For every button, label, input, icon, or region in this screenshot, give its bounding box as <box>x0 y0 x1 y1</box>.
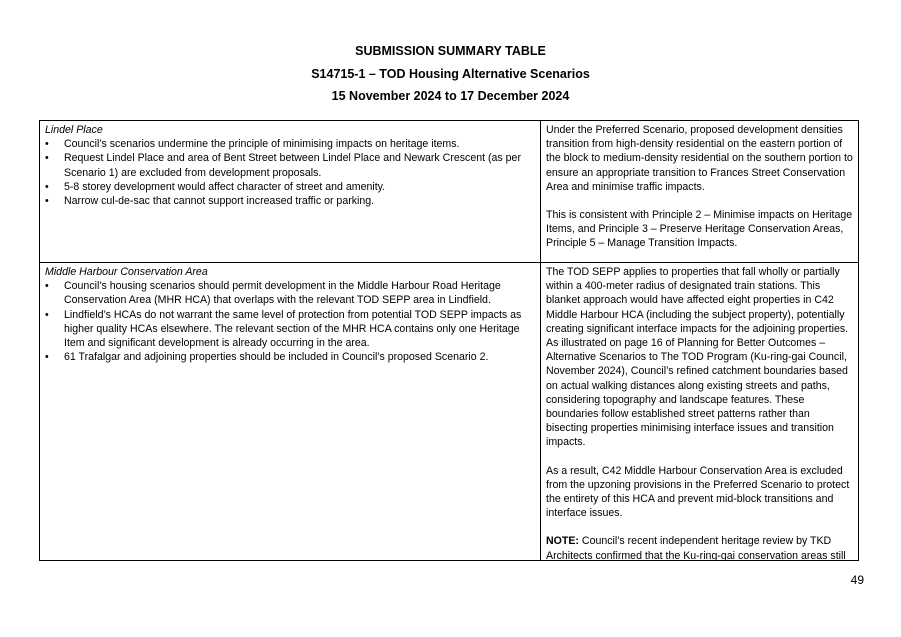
note-label: NOTE: <box>546 535 579 548</box>
submission-points <box>45 137 535 208</box>
response-cell <box>541 263 859 561</box>
note-text: Council’s recent independent heritage review by TKD Architects confirmed that the Ku-ring-gai conservation areas still <box>546 535 846 560</box>
list-item: • Council’s housing scenarios should permit development in the Middle Harbour Road Heritage Conservation Area (MHR HCA) that overlaps with the relevant TOD SEPP area in Lindfield. <box>45 279 535 307</box>
response-paragraph: As a result, C42 Middle Harbour Conservation Area is excluded from the upzoning provisions in the Preferred Scenario to protect the entirety of this HCA and prevent mid-block transitions and interface issues. <box>546 464 850 520</box>
document-title: SUBMISSION SUMMARY TABLE <box>355 44 546 58</box>
submission-points <box>45 279 535 364</box>
response-paragraph: This is consistent with Principle 2 – Minimise impacts on Heritage Items, and Principle 3 – Preserve Heritage Conservation Areas, Principle 5 – Manage Transition Impacts. <box>546 209 853 250</box>
submission-summary-table <box>39 120 859 561</box>
date-range: 15 November 2024 to 17 December 2024 <box>331 89 570 103</box>
section-title: Middle Harbour Conservation Area <box>45 266 208 278</box>
response-cell <box>541 121 859 263</box>
document-subtitle: S14715-1 – TOD Housing Alternative Scenarios <box>311 67 590 81</box>
response-content <box>546 265 853 560</box>
list-item: • Council’s scenarios undermine the principle of minimising impacts on heritage items. <box>45 137 535 151</box>
submission-cell <box>40 121 541 263</box>
table-row <box>40 121 859 263</box>
section-title: Lindel Place <box>45 124 103 136</box>
list-item: • Lindfield’s HCAs do not warrant the same level of protection from potential TOD SEPP impacts as higher quality HCAs elsewhere. The relevant section of the MHR HCA contains only one Heritage Item and significant development is already occurring in the area. <box>45 308 535 351</box>
page-number: 49 <box>850 573 864 587</box>
list-item: • 61 Trafalgar and adjoining properties should be included in Council’s proposed Scenario 2. <box>45 350 535 364</box>
submission-cell <box>40 263 541 561</box>
response-paragraph: Under the Preferred Scenario, proposed development densities transition from high-density residential on the eastern portion of the block to medium-density residential on the southern portion to ensure an appropriate transition to Frances Street Conservation Area and minimise traffic impacts. <box>546 124 853 193</box>
note-paragraph <box>546 534 853 560</box>
response-paragraph: The TOD SEPP applies to properties that fall wholly or partially within a 400-meter radius of designated train stations. This blanket approach would have affected eight properties in C42 Middle Harbour HCA (including the subject property), potentially creating significant interface impacts for the adjoining properties. As illustrated on page 16 of Planning for Better Outcomes – Alternative Scenarios to The TOD Program (Ku-ring-gai Council, November 2024), Council’s refined catchment boundaries based on actual walking distances along existing streets and paths, considering topography and landscape features. These boundaries follow established street patterns rather than bisecting properties minimising interface issues and transition impacts. <box>546 266 849 449</box>
list-item: • 5-8 storey development would affect character of street and amenity. <box>45 180 535 194</box>
list-item: • Narrow cul-de-sac that cannot support increased traffic or parking. <box>45 194 535 208</box>
table-row <box>40 263 859 561</box>
list-item: • Request Lindel Place and area of Bent Street between Lindel Place and Newark Crescent (as per Scenario 1) are excluded from development proposals. <box>45 151 535 179</box>
